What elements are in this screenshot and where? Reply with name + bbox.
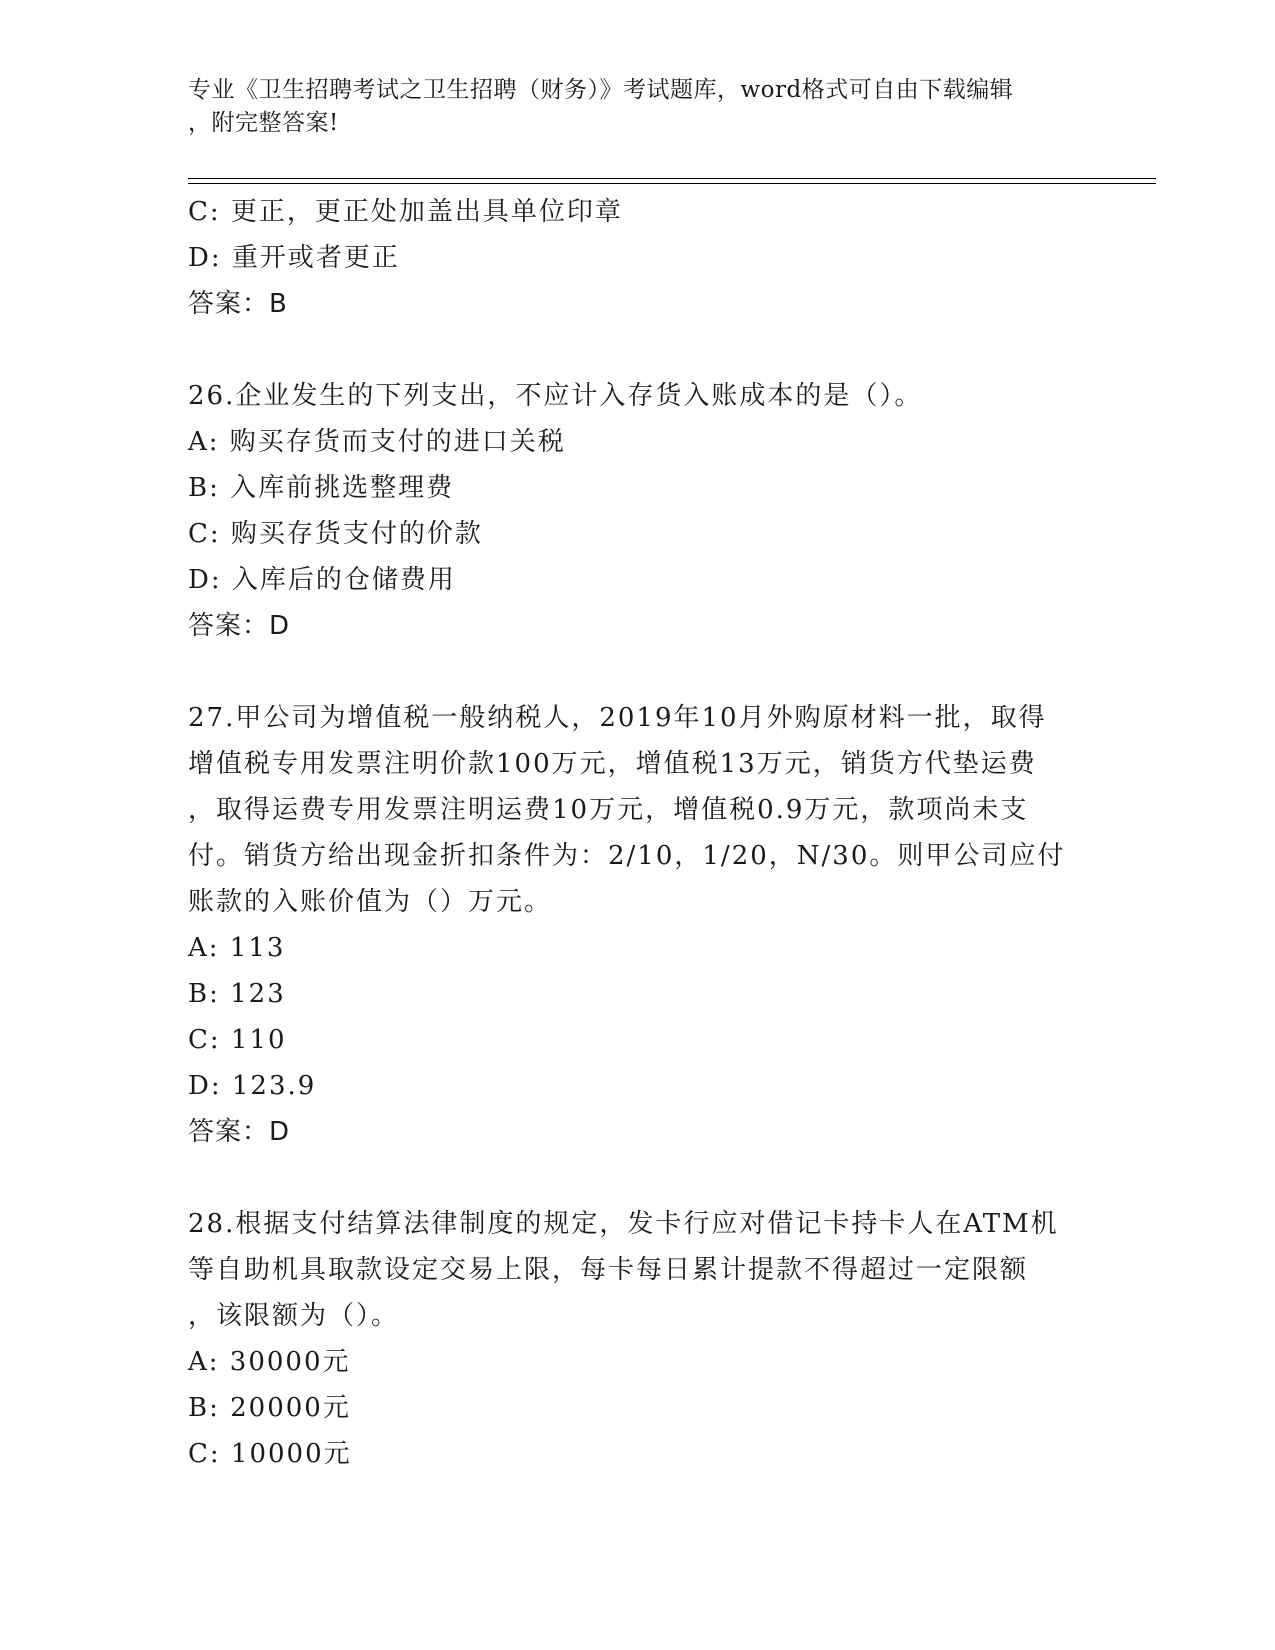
- question-text-line-1: 27.甲公司为增值税一般纳税人，2019年10月外购原材料一批，取得: [188, 703, 1047, 733]
- document-header: [188, 74, 1088, 140]
- option-d: D: 重开或者更正: [188, 243, 400, 273]
- question-27: [188, 695, 1088, 1155]
- option-a: A: 购买存货而支付的进口关税: [188, 427, 566, 457]
- previous-question-tail: [188, 189, 1088, 327]
- question-text-line-5: 账款的入账价值为（）万元。: [188, 887, 553, 917]
- answer-line: 答案：D: [188, 611, 291, 641]
- option-b: B: 123: [188, 979, 286, 1009]
- spacer: [188, 649, 1088, 695]
- spacer: [188, 1155, 1088, 1201]
- question-text-line-3: ，该限额为（）。: [188, 1301, 400, 1331]
- option-b: B: 入库前挑选整理费: [188, 473, 455, 503]
- question-26: [188, 373, 1088, 649]
- option-c: C: 更正，更正处加盖出具单位印章: [188, 197, 623, 227]
- option-c: C: 10000元: [188, 1439, 352, 1469]
- header-divider-bottom: [188, 183, 1156, 184]
- header-line-1: 专业《卫生招聘考试之卫生招聘（财务）》考试题库，word格式可自由下载编辑: [188, 77, 1014, 103]
- option-a: A: 30000元: [188, 1347, 351, 1377]
- header-line-2: ，附完整答案!: [188, 110, 339, 136]
- answer-line: 答案：B: [188, 289, 288, 319]
- option-d: D: 入库后的仓储费用: [188, 565, 456, 595]
- question-text-line-2: 增值税专用发票注明价款100万元，增值税13万元，销货方代垫运费: [188, 749, 1037, 779]
- question-text: 26.企业发生的下列支出，不应计入存货入账成本的是（）。: [188, 381, 923, 411]
- question-text-line-4: 付。销货方给出现金折扣条件为：2/10，1/20，N/30。则甲公司应付: [188, 841, 1066, 871]
- question-text-line-1: 28.根据支付结算法律制度的规定，发卡行应对借记卡持卡人在ATM机: [188, 1209, 1059, 1239]
- question-28: [188, 1201, 1088, 1477]
- option-c: C: 购买存货支付的价款: [188, 519, 483, 549]
- option-c: C: 110: [188, 1025, 287, 1055]
- question-text-line-2: 等自助机具取款设定交易上限，每卡每日累计提款不得超过一定限额: [188, 1255, 1029, 1285]
- option-a: A: 113: [188, 933, 286, 963]
- option-d: D: 123.9: [188, 1071, 317, 1101]
- question-text-line-3: ，取得运费专用发票注明运费10万元，增值税0.9万元，款项尚未支: [188, 795, 1029, 825]
- header-divider-top: [188, 178, 1156, 179]
- spacer: [188, 327, 1088, 373]
- question-list: [188, 189, 1088, 1477]
- option-b: B: 20000元: [188, 1393, 351, 1423]
- answer-line: 答案：D: [188, 1117, 291, 1147]
